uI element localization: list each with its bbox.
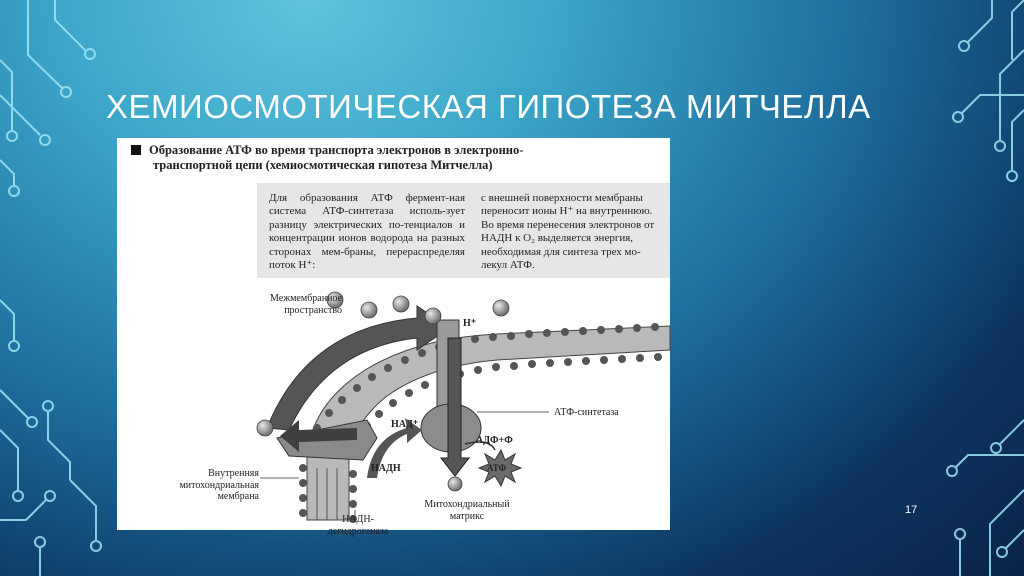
label-atp-synthase: АТФ-синтетаза: [554, 407, 619, 418]
label-matrix: [412, 499, 522, 522]
label-intermembrane-1: Межмембранное: [270, 293, 342, 304]
label-inner-membrane: [157, 468, 259, 503]
label-intermembrane-2: пространство: [284, 304, 342, 316]
label-intermembrane-space: [247, 293, 342, 316]
label-matrix-2: матрикс: [449, 510, 485, 522]
textbook-figure: [117, 138, 670, 537]
figure-heading-line1: Образование АТФ во время транспорта электронов в электронно-: [149, 143, 524, 157]
label-nadh: НАДН: [371, 463, 401, 474]
slide-title: ХЕМИОСМОТИЧЕСКАЯ ГИПОТЕЗА МИТЧЕЛЛА: [106, 88, 871, 125]
label-dehydrogenase: [323, 514, 393, 537]
figure-heading-line2: транспортной цепи (хемиосмотическая гипотеза Митчелла): [153, 158, 493, 172]
figure-note-right: с внешней поверхности мембраны переносит ионы Н⁺ на внутреннюю. Во время перенесения электронов от НАДН к О₂ выделяется энергия, необходимая для синтеза трех мо-лекул АТФ.: [481, 192, 655, 272]
label-matrix-1: Митохондриальный: [424, 499, 510, 510]
label-inner-membrane-3: мембрана: [217, 491, 259, 502]
slide-number: 17: [905, 504, 918, 516]
label-dehydrogenase-1: НАДН-: [342, 514, 374, 525]
label-dehydrogenase-2: дегидрогеназа: [327, 525, 389, 537]
figure-note-left: Для образования АТФ фермент-ная система АТФ-синтетаза исполь-зует разницу электрических по-тенциалов и концентрации ионов водорода на разных сторонах мем-браны, перераспределяя поток Н⁺:: [269, 192, 465, 272]
label-atp: АТФ: [487, 463, 507, 473]
label-nad-plus: НАД⁺: [391, 419, 419, 430]
label-inner-membrane-2: митохондриальная: [179, 479, 259, 491]
label-inner-membrane-1: Внутренняя: [208, 468, 259, 479]
label-h-plus: Н⁺: [463, 318, 477, 329]
label-adp-p: АДФ+Ф: [476, 435, 513, 446]
